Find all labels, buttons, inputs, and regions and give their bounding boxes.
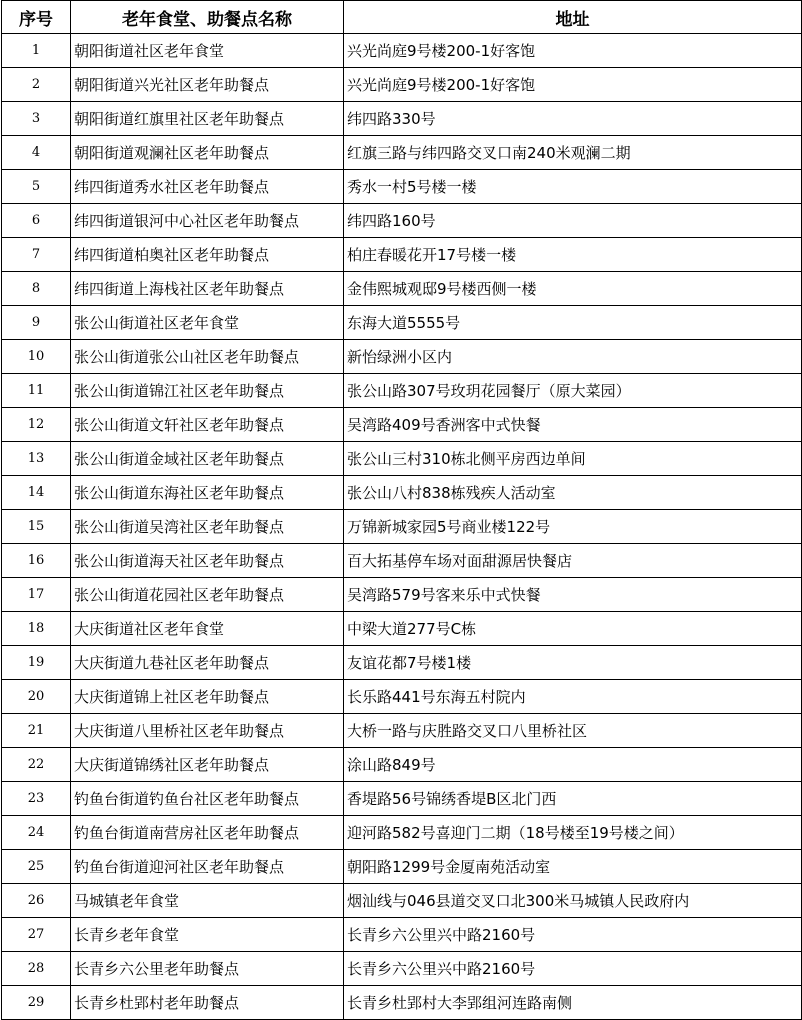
row-name: 大庆街道八里桥社区老年助餐点 (71, 714, 344, 748)
table-row (2, 612, 802, 646)
row-address: 涂山路849号 (344, 748, 802, 782)
table-row (2, 272, 802, 306)
row-number: 7 (2, 238, 71, 272)
row-address: 张公山三村310栋北侧平房西边单间 (344, 442, 802, 476)
row-number: 16 (2, 544, 71, 578)
table-row (2, 476, 802, 510)
row-address: 金伟熙城观邸9号楼西侧一楼 (344, 272, 802, 306)
row-address: 吴湾路409号香洲客中式快餐 (344, 408, 802, 442)
table-row (2, 204, 802, 238)
row-address: 张公山路307号玫玥花园餐厅（原大菜园） (344, 374, 802, 408)
table-row (2, 850, 802, 884)
table-row (2, 646, 802, 680)
row-address: 秀水一村5号楼一楼 (344, 170, 802, 204)
row-name: 马城镇老年食堂 (71, 884, 344, 918)
row-number: 15 (2, 510, 71, 544)
row-number: 13 (2, 442, 71, 476)
table-row (2, 442, 802, 476)
row-address: 兴光尚庭9号楼200-1好客饱 (344, 34, 802, 68)
table-row (2, 238, 802, 272)
row-number: 1 (2, 34, 71, 68)
row-name: 张公山街道吴湾社区老年助餐点 (71, 510, 344, 544)
row-name: 钓鱼台街道钓鱼台社区老年助餐点 (71, 782, 344, 816)
table-row (2, 884, 802, 918)
header-address: 地址 (344, 1, 802, 34)
row-number: 20 (2, 680, 71, 714)
row-name: 纬四街道上海栈社区老年助餐点 (71, 272, 344, 306)
row-address: 大桥一路与庆胜路交叉口八里桥社区 (344, 714, 802, 748)
table-row (2, 408, 802, 442)
row-name: 张公山街道张公山社区老年助餐点 (71, 340, 344, 374)
header-row (2, 1, 802, 34)
row-number: 3 (2, 102, 71, 136)
row-name: 纬四街道柏奥社区老年助餐点 (71, 238, 344, 272)
row-number: 14 (2, 476, 71, 510)
row-number: 26 (2, 884, 71, 918)
row-address: 万锦新城家园5号商业楼122号 (344, 510, 802, 544)
row-address: 香堤路56号锦绣香堤B区北门西 (344, 782, 802, 816)
row-number: 25 (2, 850, 71, 884)
row-number: 9 (2, 306, 71, 340)
row-name: 朝阳街道社区老年食堂 (71, 34, 344, 68)
row-name: 钓鱼台街道南营房社区老年助餐点 (71, 816, 344, 850)
row-address: 烟汕线与046县道交叉口北300米马城镇人民政府内 (344, 884, 802, 918)
row-number: 8 (2, 272, 71, 306)
row-address: 朝阳路1299号金厦南苑活动室 (344, 850, 802, 884)
row-name: 长青乡杜郢村老年助餐点 (71, 986, 344, 1020)
row-number: 28 (2, 952, 71, 986)
row-address: 纬四路160号 (344, 204, 802, 238)
row-address: 兴光尚庭9号楼200-1好客饱 (344, 68, 802, 102)
row-name: 大庆街道锦绣社区老年助餐点 (71, 748, 344, 782)
row-number: 19 (2, 646, 71, 680)
table-row (2, 510, 802, 544)
canteen-table (1, 0, 802, 1020)
row-name: 张公山街道社区老年食堂 (71, 306, 344, 340)
row-number: 17 (2, 578, 71, 612)
row-address: 东海大道5555号 (344, 306, 802, 340)
table-row (2, 102, 802, 136)
table-row (2, 170, 802, 204)
row-name: 朝阳街道兴光社区老年助餐点 (71, 68, 344, 102)
table-row (2, 340, 802, 374)
table-row (2, 748, 802, 782)
table-row (2, 952, 802, 986)
row-address: 红旗三路与纬四路交叉口南240米观澜二期 (344, 136, 802, 170)
row-address: 中梁大道277号C栋 (344, 612, 802, 646)
row-address: 纬四路330号 (344, 102, 802, 136)
row-number: 22 (2, 748, 71, 782)
row-number: 2 (2, 68, 71, 102)
table-row (2, 544, 802, 578)
row-number: 6 (2, 204, 71, 238)
row-address: 新怡绿洲小区内 (344, 340, 802, 374)
row-address: 长青乡六公里兴中路2160号 (344, 918, 802, 952)
row-number: 11 (2, 374, 71, 408)
table-row (2, 306, 802, 340)
row-number: 27 (2, 918, 71, 952)
row-number: 4 (2, 136, 71, 170)
row-name: 张公山街道文轩社区老年助餐点 (71, 408, 344, 442)
row-name: 长青乡老年食堂 (71, 918, 344, 952)
table-row (2, 986, 802, 1020)
header-name: 老年食堂、助餐点名称 (71, 1, 344, 34)
row-address: 长青乡六公里兴中路2160号 (344, 952, 802, 986)
row-number: 21 (2, 714, 71, 748)
row-name: 大庆街道社区老年食堂 (71, 612, 344, 646)
table-row (2, 34, 802, 68)
row-name: 朝阳街道观澜社区老年助餐点 (71, 136, 344, 170)
row-name: 大庆街道锦上社区老年助餐点 (71, 680, 344, 714)
header-number: 序号 (2, 1, 71, 34)
row-address: 百大拓基停车场对面甜源居快餐店 (344, 544, 802, 578)
table-row (2, 918, 802, 952)
row-number: 10 (2, 340, 71, 374)
table-row (2, 374, 802, 408)
row-address: 张公山八村838栋残疾人活动室 (344, 476, 802, 510)
row-name: 张公山街道锦江社区老年助餐点 (71, 374, 344, 408)
row-number: 12 (2, 408, 71, 442)
row-name: 张公山街道金域社区老年助餐点 (71, 442, 344, 476)
row-number: 29 (2, 986, 71, 1020)
table-row (2, 782, 802, 816)
row-address: 迎河路582号喜迎门二期（18号楼至19号楼之间） (344, 816, 802, 850)
table-row (2, 816, 802, 850)
table-row (2, 68, 802, 102)
row-number: 24 (2, 816, 71, 850)
row-name: 大庆街道九巷社区老年助餐点 (71, 646, 344, 680)
row-address: 柏庄春暖花开17号楼一楼 (344, 238, 802, 272)
row-number: 5 (2, 170, 71, 204)
row-name: 纬四街道秀水社区老年助餐点 (71, 170, 344, 204)
row-address: 长青乡杜郢村大李郢组河连路南侧 (344, 986, 802, 1020)
table-row (2, 714, 802, 748)
row-name: 张公山街道海天社区老年助餐点 (71, 544, 344, 578)
table-row (2, 578, 802, 612)
row-name: 纬四街道银河中心社区老年助餐点 (71, 204, 344, 238)
row-name: 钓鱼台街道迎河社区老年助餐点 (71, 850, 344, 884)
table-row (2, 136, 802, 170)
row-address: 友谊花都7号楼1楼 (344, 646, 802, 680)
row-name: 张公山街道东海社区老年助餐点 (71, 476, 344, 510)
row-name: 张公山街道花园社区老年助餐点 (71, 578, 344, 612)
row-number: 18 (2, 612, 71, 646)
row-address: 吴湾路579号客来乐中式快餐 (344, 578, 802, 612)
row-address: 长乐路441号东海五村院内 (344, 680, 802, 714)
row-number: 23 (2, 782, 71, 816)
row-name: 长青乡六公里老年助餐点 (71, 952, 344, 986)
row-name: 朝阳街道红旗里社区老年助餐点 (71, 102, 344, 136)
table-row (2, 680, 802, 714)
